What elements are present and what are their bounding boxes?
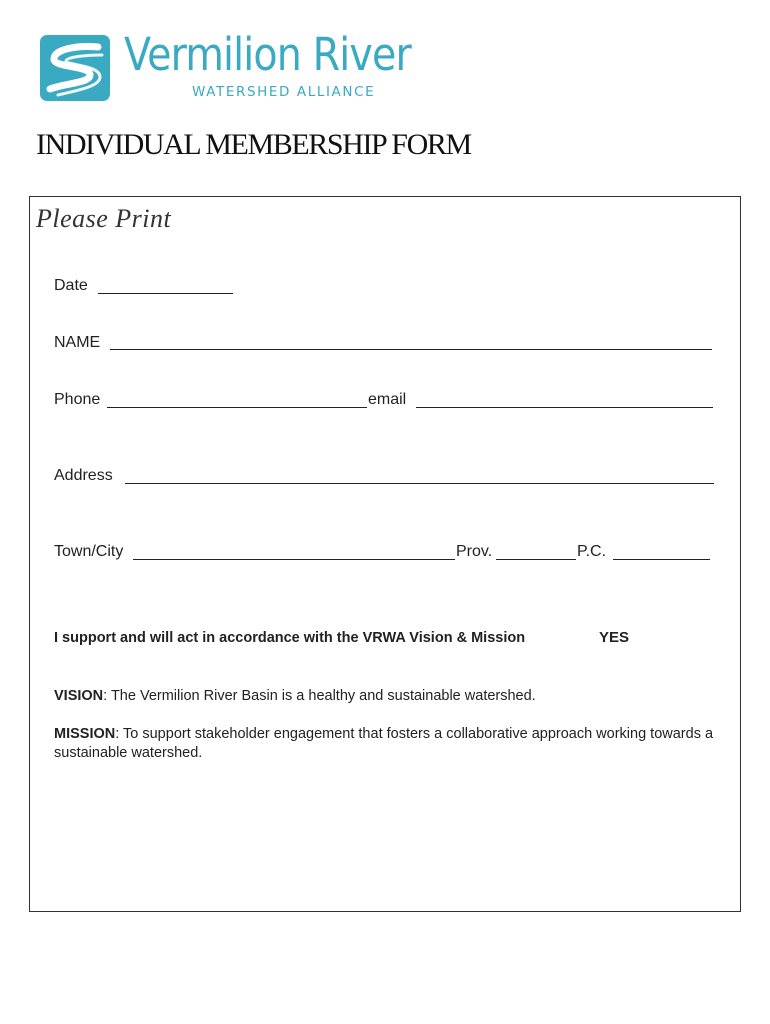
address-label: Address: [54, 467, 113, 484]
name-field[interactable]: [110, 349, 712, 350]
vision-statement: [54, 687, 739, 706]
river-logo-icon: [40, 35, 110, 101]
date-field[interactable]: [98, 293, 233, 294]
organization-logo: [40, 28, 420, 104]
date-label: Date: [54, 277, 88, 294]
logo-subtitle: WATERSHED ALLIANCE: [192, 84, 376, 100]
please-print-instruction: Please Print: [36, 204, 172, 233]
yes-option[interactable]: YES: [599, 629, 630, 646]
vision-label: VISION: [54, 688, 104, 704]
address-field[interactable]: [125, 483, 714, 484]
mission-statement: [54, 725, 739, 763]
support-statement: I support and will act in accordance with the VRWA Vision & Mission: [54, 630, 526, 646]
postal-code-label: P.C.: [577, 543, 607, 560]
mission-text: : To support stakeholder engagement that fosters a collaborative approach working towards a sustainable watershed.: [54, 726, 714, 761]
email-label: email: [368, 391, 407, 408]
mission-label: MISSION: [54, 726, 116, 742]
name-label: NAME: [54, 334, 101, 351]
province-label: Prov.: [456, 543, 493, 560]
phone-label: Phone: [54, 391, 101, 408]
town-city-field[interactable]: [133, 559, 455, 560]
form-title: INDIVIDUAL MEMBERSHIP FORM: [36, 128, 471, 161]
town-city-label: Town/City: [54, 543, 124, 560]
phone-field[interactable]: [107, 407, 367, 408]
email-field[interactable]: [416, 407, 713, 408]
vision-text: : The Vermilion River Basin is a healthy and sustainable watershed.: [103, 688, 536, 704]
logo-title: Vermilion River: [124, 28, 411, 81]
form-box: [29, 196, 741, 912]
province-field[interactable]: [496, 559, 576, 560]
postal-code-field[interactable]: [613, 559, 710, 560]
